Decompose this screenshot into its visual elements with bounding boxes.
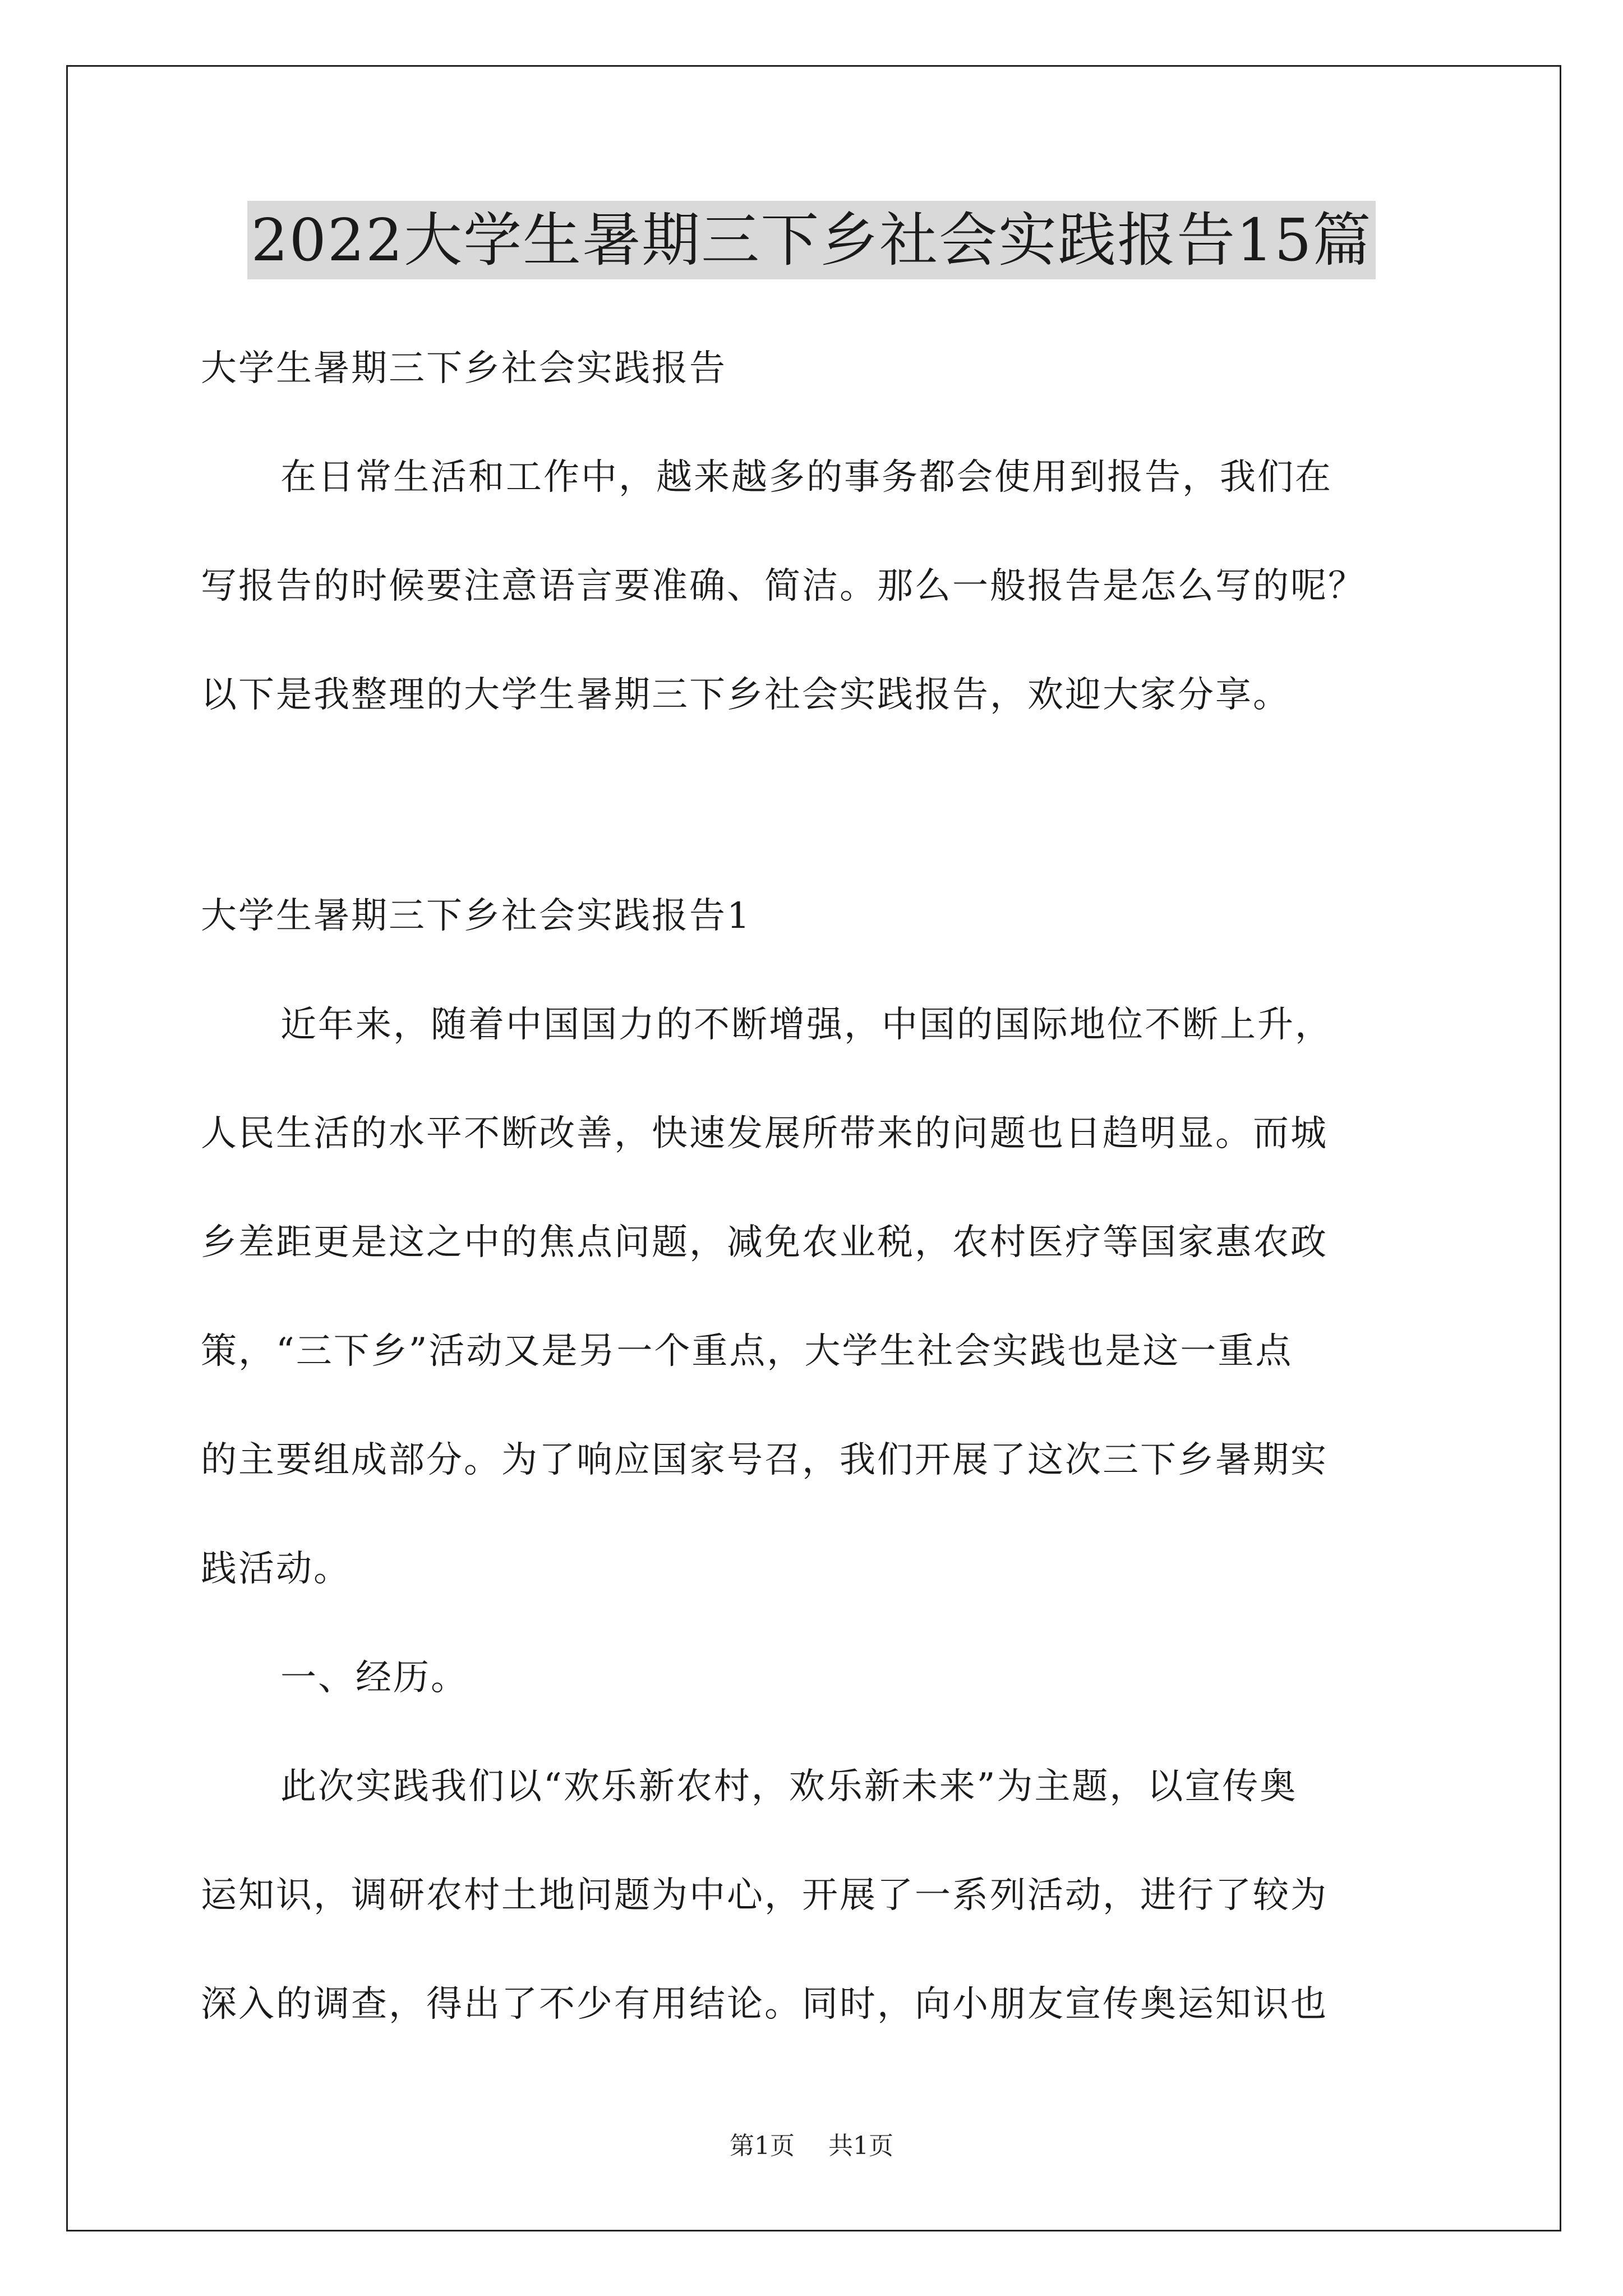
paragraph-line: 近年来，随着中国国力的不断增强，中国的国际地位不断上升， <box>280 1004 1332 1046</box>
intro-line: 在日常生活和工作中，越来越多的事务都会使用到报告，我们在 <box>280 457 1332 498</box>
paragraph-line: 的主要组成部分。为了响应国家号召，我们开展了这次三下乡暑期实 <box>201 1439 1328 1481</box>
document-body <box>201 314 1440 2059</box>
paragraph-line: 乡差距更是这之中的焦点问题，减免农业税，农村医疗等国家惠农政 <box>201 1222 1328 1263</box>
paragraph-line: 策，“三下乡”活动又是另一个重点，大学生社会实践也是这一重点 <box>201 1331 1293 1372</box>
intro-line: 写报告的时候要注意语言要准确、简洁。那么一般报告是怎么写的呢？ <box>201 565 1366 607</box>
document-title: 2022大学生暑期三下乡社会实践报告15篇 <box>247 201 1375 279</box>
subheading: 一、经历。 <box>280 1657 468 1699</box>
title-container <box>0 201 1623 279</box>
paragraph-line: 人民生活的水平不断改善，快速发展所带来的问题也日趋明显。而城 <box>201 1113 1328 1154</box>
paragraph-line: 深入的调查，得出了不少有用结论。同时，向小朋友宣传奥运知识也 <box>201 1984 1328 2025</box>
intro-heading: 大学生暑期三下乡社会实践报告 <box>201 348 727 389</box>
paragraph-line: 践活动。 <box>201 1548 351 1590</box>
page-footer <box>0 2129 1623 2163</box>
paragraph-line: 此次实践我们以“欢乐新农村，欢乐新未来”为主题，以宣传奥 <box>280 1766 1298 1807</box>
page-number: 第1页 <box>730 2132 795 2160</box>
page-total: 共1页 <box>828 2132 893 2160</box>
section-spacer <box>201 749 1440 862</box>
section-heading: 大学生暑期三下乡社会实践报告1 <box>201 895 751 937</box>
intro-line: 以下是我整理的大学生暑期三下乡社会实践报告，欢迎大家分享。 <box>201 674 1290 716</box>
paragraph-line: 运知识，调研农村土地问题为中心，开展了一系列活动，进行了较为 <box>201 1875 1328 1916</box>
